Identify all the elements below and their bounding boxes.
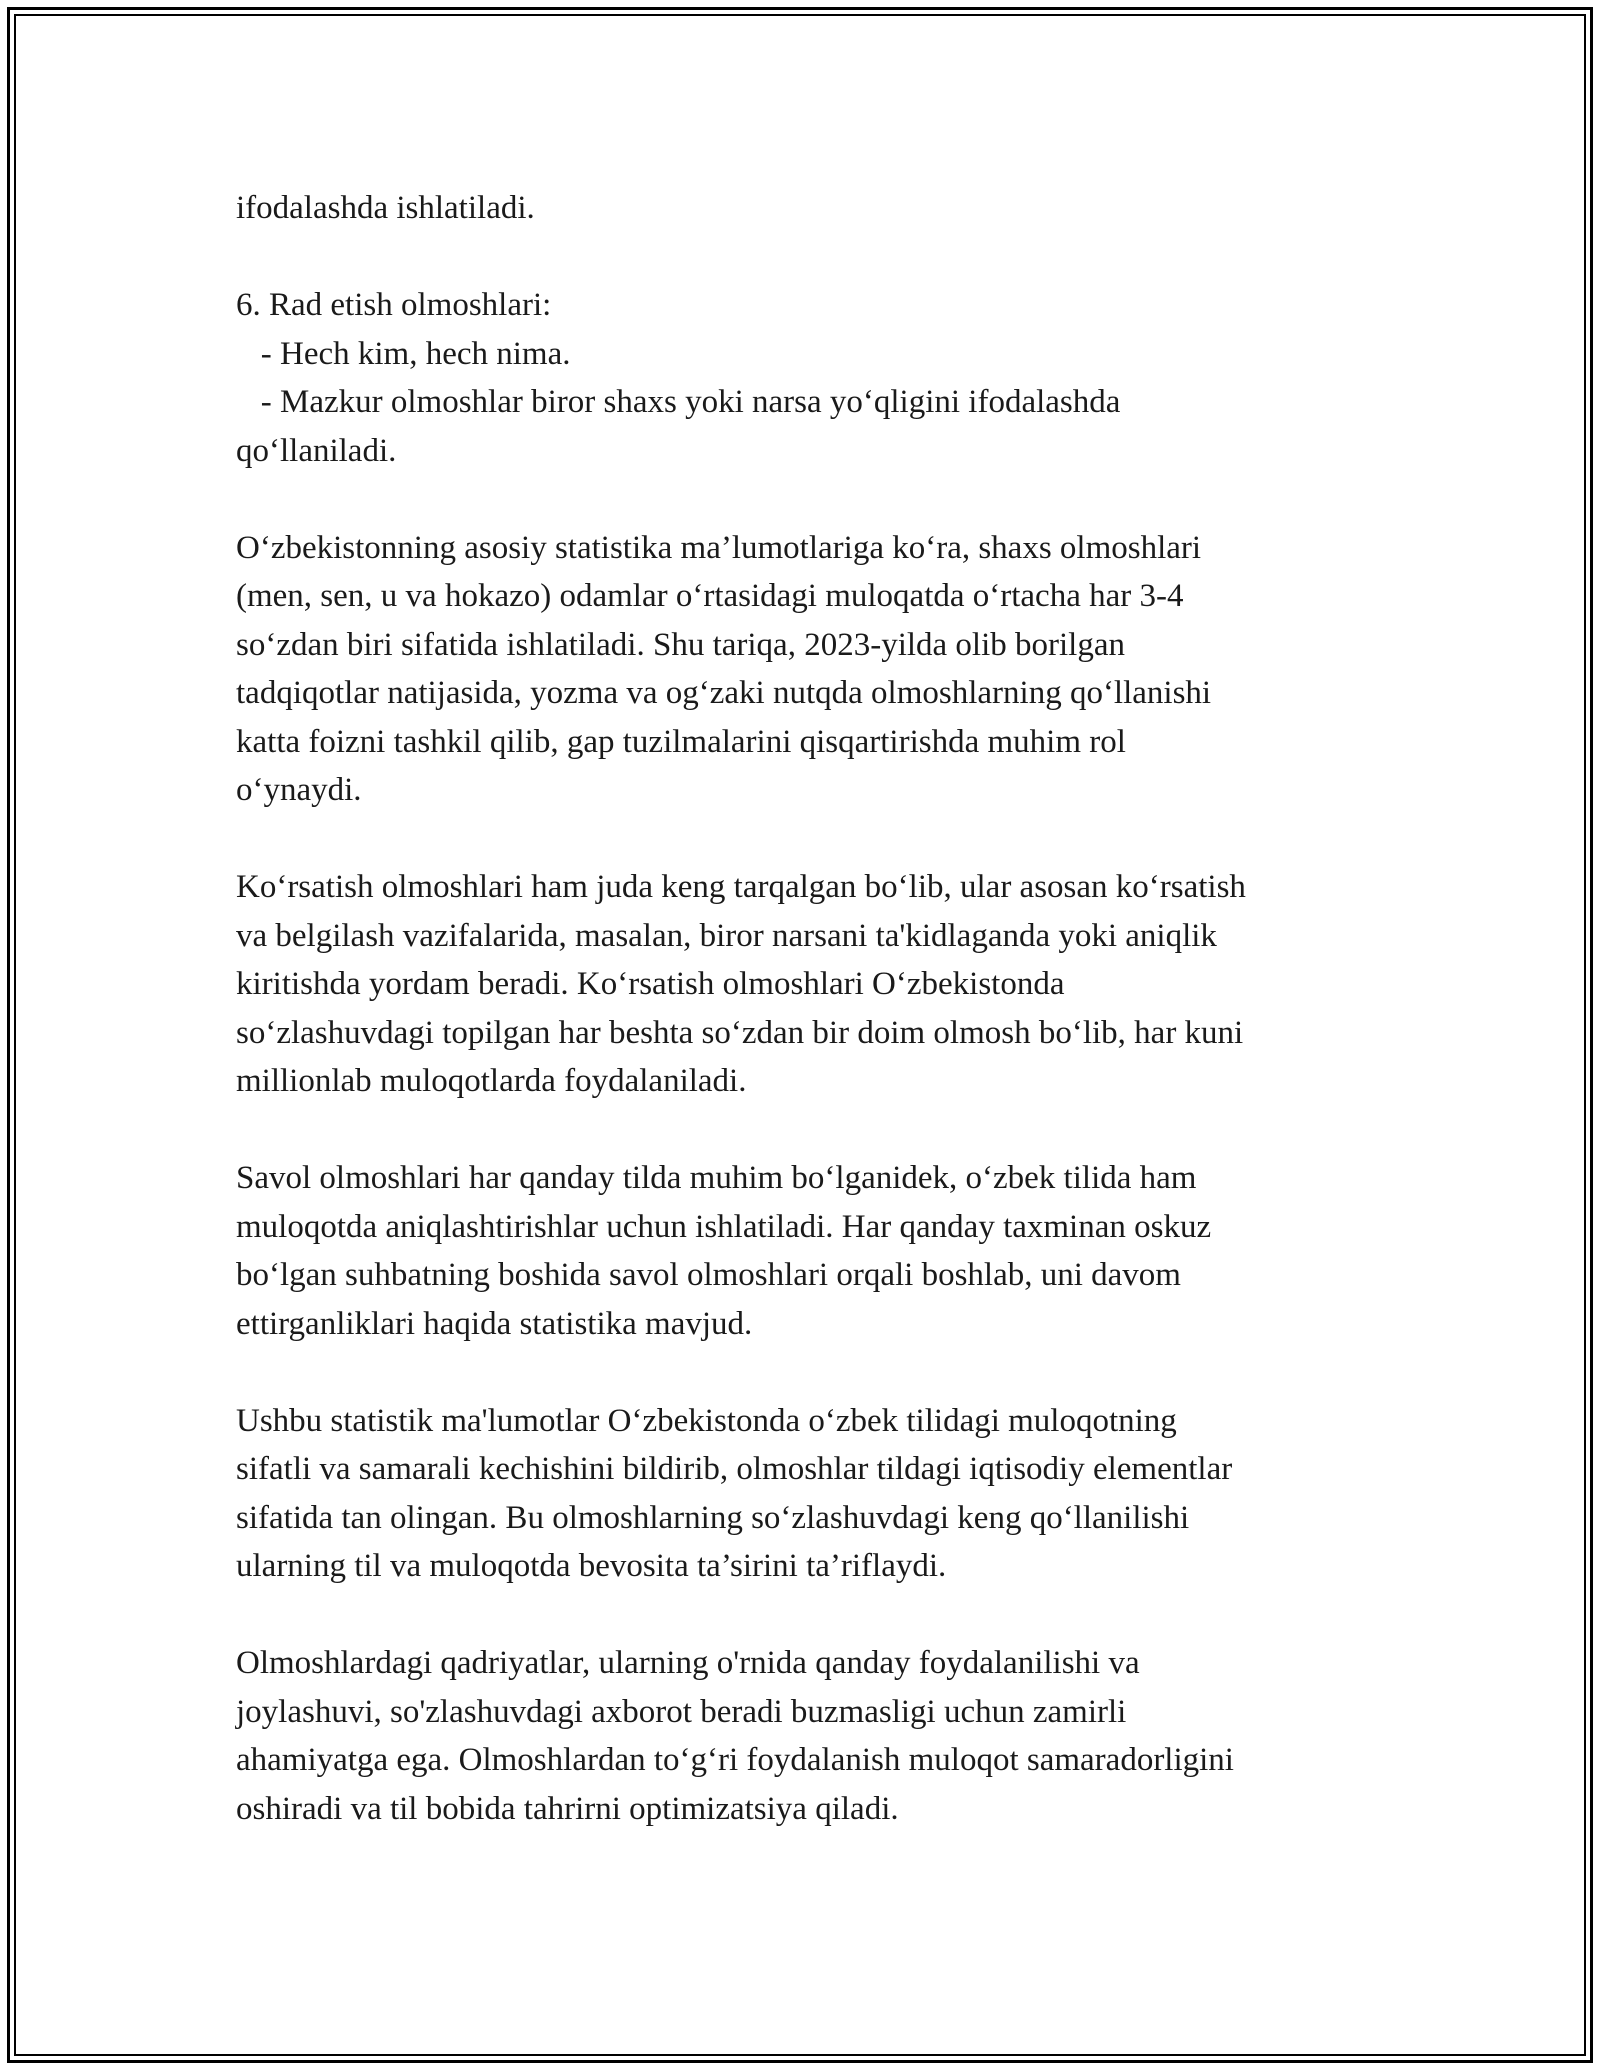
intro-paragraph (236, 184, 1366, 233)
text-line: ifodalashda ishlatiladi. (236, 190, 535, 226)
text-line: (men, sen, u va hokazo) odamlar o‘rtasidagi muloqatda o‘rtacha har 3-4 (236, 578, 1184, 614)
document-body (236, 184, 1366, 1882)
text-line: ettirganliklari haqida statistika mavjud. (236, 1305, 753, 1342)
text-line: sifatli va samarali kechishini bildirib, olmoshlar tildagi iqtisodiy elementlar (236, 1451, 1233, 1487)
text-line: millionlab muloqotlarda foydalaniladi. (236, 1063, 747, 1099)
text-line: oshiradi va til bobida tahrirni optimizatsiya qiladi. (236, 1790, 899, 1827)
list-item: - Mazkur olmoshlar biror shaxs yoki narsa yo‘qligini ifodalashda (236, 384, 1121, 420)
text-line: Ko‘rsatish olmoshlari ham juda keng tarqalgan bo‘lib, ular asosan ko‘rsatish (236, 869, 1246, 905)
text-line: ahamiyatga ega. Olmoshlardan to‘g‘ri foydalanish muloqot samaradorligini (236, 1742, 1234, 1778)
text-line: so‘zlashuvdagi topilgan har beshta so‘zdan bir doim olmosh bo‘lib, har kuni (236, 1014, 1244, 1051)
text-line: Olmoshlardagi qadriyatlar, ularning o'rnida qanday foydalanilishi va (236, 1645, 1140, 1681)
paragraph-conclusion (236, 1639, 1366, 1833)
paragraph-demonstratives (236, 863, 1366, 1106)
text-line: o‘ynaydi. (236, 772, 362, 808)
text-line: so‘zdan biri sifatida ishlatiladi. Shu tariqa, 2023-yilda olib borilgan (236, 626, 1125, 663)
text-line: tadqiqotlar natijasida, yozma va og‘zaki nutqda olmoshlarning qo‘llanishi (236, 675, 1212, 711)
list-item-continuation: qo‘llaniladi. (236, 432, 397, 469)
text-line: Savol olmoshlari har qanday tilda muhim bo‘lganidek, o‘zbek tilida ham (236, 1160, 1197, 1196)
text-line: va belgilash vazifalarida, masalan, biror narsani ta'kidlaganda yoki aniqlik (236, 917, 1217, 954)
paragraph-summary (236, 1397, 1366, 1591)
text-line: bo‘lgan suhbatning boshida savol olmoshlari orqali boshlab, uni davom (236, 1257, 1181, 1293)
section-6-list (236, 281, 1366, 475)
paragraph-interrogatives (236, 1154, 1366, 1348)
text-line: ularning til va muloqotda bevosita ta’sirini ta’riflaydi. (236, 1548, 947, 1584)
section-heading: 6. Rad etish olmoshlari: (236, 287, 552, 323)
text-line: O‘zbekistonning asosiy statistika ma’lumotlariga ko‘ra, shaxs olmoshlari (236, 529, 1202, 566)
text-line: muloqotda aniqlashtirishlar uchun ishlatiladi. Har qanday taxminan oskuz (236, 1208, 1212, 1245)
text-line: Ushbu statistik ma'lumotlar O‘zbekistonda o‘zbek tilidagi muloqotning (236, 1402, 1177, 1439)
text-line: katta foizni tashkil qilib, gap tuzilmalarini qisqartirishda muhim rol (236, 723, 1126, 760)
text-line: joylashuvi, so'zlashuvdagi axborot beradi buzmasligi uchun zamirli (236, 1693, 1127, 1730)
list-item: - Hech kim, hech nima. (236, 335, 571, 372)
paragraph-statistics (236, 524, 1366, 815)
text-line: sifatida tan olingan. Bu olmoshlarning so‘zlashuvdagi keng qo‘llanilishi (236, 1499, 1190, 1536)
text-line: kiritishda yordam beradi. Ko‘rsatish olmoshlari O‘zbekistonda (236, 966, 1065, 1002)
